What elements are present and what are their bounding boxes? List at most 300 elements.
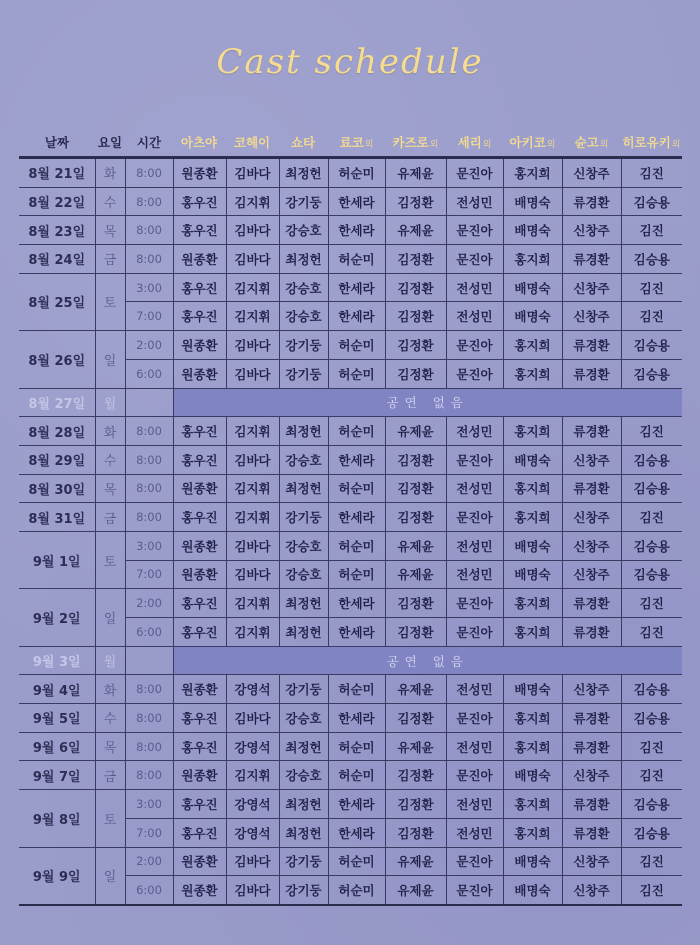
- weekday-cell: 수: [95, 187, 125, 216]
- cast-cell: 강승호: [279, 560, 328, 589]
- weekday-cell: 일: [95, 331, 125, 388]
- cast-cell: 강기둥: [279, 187, 328, 216]
- no-show-cell: 공연 없음: [173, 388, 682, 417]
- cast-cell: 홍지희: [503, 618, 562, 647]
- header-row: [19, 127, 682, 158]
- cast-cell: 김바다: [226, 445, 279, 474]
- cast-cell: 홍지희: [503, 331, 562, 360]
- cast-cell: 신창주: [562, 876, 621, 905]
- cast-cell: 신창주: [562, 531, 621, 560]
- cast-cell: 홍지희: [503, 503, 562, 532]
- date-cell: 9월 7일: [19, 761, 95, 790]
- cast-cell: 문진아: [446, 589, 503, 618]
- date-cell: 8월 21일: [19, 158, 95, 188]
- cast-cell: 한세라: [328, 273, 385, 302]
- cast-cell: 허순미: [328, 732, 385, 761]
- time-cell: 6:00: [125, 618, 173, 647]
- cast-cell: 강기둥: [279, 876, 328, 905]
- cast-cell: 문진아: [446, 158, 503, 188]
- cast-cell: 전성민: [446, 675, 503, 704]
- date-cell: 8월 26일: [19, 331, 95, 388]
- cast-cell: 신창주: [562, 675, 621, 704]
- cast-cell: 한세라: [328, 302, 385, 331]
- cast-cell: 최정헌: [279, 790, 328, 819]
- cast-cell: 김승용: [621, 474, 682, 503]
- cast-cell: 홍지희: [503, 417, 562, 446]
- time-cell: 8:00: [125, 474, 173, 503]
- cast-cell: 김진: [621, 273, 682, 302]
- table-row: [19, 187, 682, 216]
- table-row: [19, 531, 682, 560]
- weekday-cell: 수: [95, 704, 125, 733]
- weekday-cell: 화: [95, 417, 125, 446]
- cast-cell: 허순미: [328, 474, 385, 503]
- cast-cell: 최정헌: [279, 158, 328, 188]
- cast-cell: 배명숙: [503, 187, 562, 216]
- cast-cell: 원종환: [173, 847, 226, 876]
- cast-cell: 강영석: [226, 675, 279, 704]
- date-cell: 8월 22일: [19, 187, 95, 216]
- cast-cell: 원종환: [173, 531, 226, 560]
- header-role: 세리외: [446, 127, 503, 158]
- table-row: [19, 245, 682, 274]
- cast-cell: 김바다: [226, 158, 279, 188]
- weekday-cell: 목: [95, 474, 125, 503]
- cast-cell: 전성민: [446, 474, 503, 503]
- cast-cell: 허순미: [328, 876, 385, 905]
- cast-cell: 홍우진: [173, 818, 226, 847]
- cast-cell: 한세라: [328, 216, 385, 245]
- cast-cell: 최정헌: [279, 417, 328, 446]
- cast-cell: 류경환: [562, 618, 621, 647]
- table-row: [19, 388, 682, 417]
- cast-cell: 김진: [621, 761, 682, 790]
- cast-cell: 원종환: [173, 245, 226, 274]
- cast-cell: 홍지희: [503, 790, 562, 819]
- cast-cell: 신창주: [562, 302, 621, 331]
- cast-cell: 배명숙: [503, 560, 562, 589]
- header-role: 카즈로외: [385, 127, 446, 158]
- weekday-cell: 금: [95, 761, 125, 790]
- cast-cell: 홍우진: [173, 187, 226, 216]
- cast-cell: 허순미: [328, 158, 385, 188]
- cast-cell: 홍우진: [173, 503, 226, 532]
- cast-cell: 김정환: [385, 245, 446, 274]
- weekday-cell: 토: [95, 273, 125, 330]
- cast-cell: 김정환: [385, 302, 446, 331]
- time-cell: 8:00: [125, 158, 173, 188]
- cast-cell: 김정환: [385, 790, 446, 819]
- weekday-cell: 토: [95, 790, 125, 847]
- cast-cell: 김정환: [385, 359, 446, 388]
- cast-cell: 김바다: [226, 359, 279, 388]
- time-cell: 8:00: [125, 732, 173, 761]
- cast-cell: 김진: [621, 158, 682, 188]
- header-role: 히로유키외: [621, 127, 682, 158]
- table-row: [19, 158, 682, 188]
- time-cell: 2:00: [125, 589, 173, 618]
- cast-cell: 원종환: [173, 331, 226, 360]
- cast-cell: 홍우진: [173, 417, 226, 446]
- cast-cell: 유제윤: [385, 560, 446, 589]
- cast-cell: 강기둥: [279, 331, 328, 360]
- cast-cell: 김지휘: [226, 503, 279, 532]
- cast-cell: 류경환: [562, 417, 621, 446]
- cast-cell: 원종환: [173, 359, 226, 388]
- time-cell: 3:00: [125, 790, 173, 819]
- cast-cell: 허순미: [328, 245, 385, 274]
- cast-cell: 최정헌: [279, 589, 328, 618]
- cast-cell: 배명숙: [503, 216, 562, 245]
- cast-cell: 김진: [621, 847, 682, 876]
- time-cell: 8:00: [125, 503, 173, 532]
- cast-cell: 신창주: [562, 273, 621, 302]
- cast-cell: 김바다: [226, 216, 279, 245]
- date-cell: 9월 1일: [19, 531, 95, 588]
- cast-cell: 류경환: [562, 245, 621, 274]
- weekday-cell: 수: [95, 445, 125, 474]
- cast-cell: 홍우진: [173, 790, 226, 819]
- cast-cell: 문진아: [446, 704, 503, 733]
- cast-cell: 신창주: [562, 560, 621, 589]
- time-cell: 8:00: [125, 675, 173, 704]
- schedule-body: [19, 158, 682, 905]
- cast-cell: 배명숙: [503, 761, 562, 790]
- weekday-cell: 일: [95, 589, 125, 646]
- time-cell: 8:00: [125, 704, 173, 733]
- cast-cell: 홍우진: [173, 704, 226, 733]
- time-cell: 7:00: [125, 302, 173, 331]
- cast-cell: 홍우진: [173, 216, 226, 245]
- cast-cell: 강승호: [279, 302, 328, 331]
- cast-cell: 김정환: [385, 474, 446, 503]
- cast-cell: 김바다: [226, 847, 279, 876]
- cast-cell: 김정환: [385, 503, 446, 532]
- time-cell: 8:00: [125, 187, 173, 216]
- cast-cell: 김진: [621, 732, 682, 761]
- weekday-cell: 화: [95, 675, 125, 704]
- cast-cell: 김지휘: [226, 618, 279, 647]
- no-show-cell: 공연 없음: [173, 646, 682, 675]
- cast-cell: 허순미: [328, 417, 385, 446]
- time-cell: 8:00: [125, 445, 173, 474]
- table-row: [19, 761, 682, 790]
- cast-cell: 김진: [621, 618, 682, 647]
- cast-cell: 문진아: [446, 216, 503, 245]
- schedule-title: Cast schedule: [216, 42, 484, 82]
- cast-cell: 배명숙: [503, 876, 562, 905]
- cast-cell: 원종환: [173, 158, 226, 188]
- table-row: [19, 417, 682, 446]
- header-role: 슌고외: [562, 127, 621, 158]
- cast-cell: 문진아: [446, 761, 503, 790]
- cast-cell: 김진: [621, 589, 682, 618]
- cast-cell: 김정환: [385, 187, 446, 216]
- date-cell: 8월 28일: [19, 417, 95, 446]
- cast-cell: 배명숙: [503, 531, 562, 560]
- cast-cell: 김정환: [385, 618, 446, 647]
- date-cell: 8월 29일: [19, 445, 95, 474]
- cast-cell: 김승용: [621, 331, 682, 360]
- cast-cell: 김승용: [621, 359, 682, 388]
- table-row: [19, 675, 682, 704]
- cast-cell: 김승용: [621, 818, 682, 847]
- cast-cell: 김승용: [621, 445, 682, 474]
- date-cell: 9월 5일: [19, 704, 95, 733]
- cast-cell: 김정환: [385, 445, 446, 474]
- cast-cell: 류경환: [562, 589, 621, 618]
- cast-cell: 원종환: [173, 675, 226, 704]
- cast-cell: 강승호: [279, 273, 328, 302]
- cast-cell: 김진: [621, 417, 682, 446]
- cast-cell: 전성민: [446, 818, 503, 847]
- cast-cell: 최정헌: [279, 474, 328, 503]
- cast-cell: 김지휘: [226, 589, 279, 618]
- cast-cell: 한세라: [328, 818, 385, 847]
- cast-cell: 유제윤: [385, 216, 446, 245]
- cast-cell: 김승용: [621, 675, 682, 704]
- date-cell: 8월 30일: [19, 474, 95, 503]
- cast-cell: 홍지희: [503, 158, 562, 188]
- cast-cell: 문진아: [446, 245, 503, 274]
- cast-cell: 김정환: [385, 589, 446, 618]
- cast-cell: 강승호: [279, 216, 328, 245]
- cast-cell: 김바다: [226, 331, 279, 360]
- cast-cell: 류경환: [562, 704, 621, 733]
- cast-cell: 김승용: [621, 790, 682, 819]
- header-role: 코헤이: [226, 127, 279, 158]
- cast-cell: 전성민: [446, 273, 503, 302]
- cast-cell: 배명숙: [503, 847, 562, 876]
- cast-cell: 유제윤: [385, 417, 446, 446]
- cast-cell: 김지휘: [226, 761, 279, 790]
- cast-cell: 김지휘: [226, 302, 279, 331]
- cast-cell: 신창주: [562, 216, 621, 245]
- cast-cell: 신창주: [562, 761, 621, 790]
- cast-cell: 허순미: [328, 560, 385, 589]
- cast-cell: 류경환: [562, 187, 621, 216]
- cast-cell: 강영석: [226, 732, 279, 761]
- table-row: [19, 704, 682, 733]
- cast-cell: 류경환: [562, 359, 621, 388]
- weekday-cell: 일: [95, 847, 125, 905]
- time-cell: 3:00: [125, 273, 173, 302]
- cast-cell: 최정헌: [279, 245, 328, 274]
- cast-cell: 배명숙: [503, 675, 562, 704]
- date-cell: 9월 2일: [19, 589, 95, 646]
- date-cell: 9월 8일: [19, 790, 95, 847]
- cast-cell: 유제윤: [385, 158, 446, 188]
- cast-cell: 홍우진: [173, 618, 226, 647]
- cast-cell: 홍우진: [173, 273, 226, 302]
- cast-cell: 강영석: [226, 790, 279, 819]
- cast-cell: 홍지희: [503, 589, 562, 618]
- cast-cell: 전성민: [446, 790, 503, 819]
- cast-cell: 허순미: [328, 331, 385, 360]
- cast-cell: 한세라: [328, 187, 385, 216]
- cast-cell: 김지휘: [226, 187, 279, 216]
- time-cell: 2:00: [125, 331, 173, 360]
- table-row: [19, 732, 682, 761]
- time-cell: 6:00: [125, 876, 173, 905]
- cast-cell: 김진: [621, 503, 682, 532]
- cast-cell: 전성민: [446, 560, 503, 589]
- cast-cell: 유제윤: [385, 876, 446, 905]
- header-role: 쇼타: [279, 127, 328, 158]
- cast-cell: 김바다: [226, 560, 279, 589]
- cast-cell: 김바다: [226, 876, 279, 905]
- time-cell: 7:00: [125, 818, 173, 847]
- time-cell: 8:00: [125, 216, 173, 245]
- cast-cell: 신창주: [562, 503, 621, 532]
- cast-cell: 김정환: [385, 331, 446, 360]
- cast-cell: 김승용: [621, 560, 682, 589]
- cast-cell: 한세라: [328, 503, 385, 532]
- date-cell: 8월 23일: [19, 216, 95, 245]
- header-role: 아키코외: [503, 127, 562, 158]
- cast-cell: 허순미: [328, 675, 385, 704]
- date-cell: 8월 31일: [19, 503, 95, 532]
- cast-cell: 배명숙: [503, 302, 562, 331]
- cast-cell: 한세라: [328, 704, 385, 733]
- table-row: [19, 503, 682, 532]
- table-row: [19, 273, 682, 302]
- cast-cell: 김지휘: [226, 474, 279, 503]
- cast-cell: 원종환: [173, 560, 226, 589]
- cast-cell: 김진: [621, 216, 682, 245]
- header-weekday: 요일: [95, 127, 125, 158]
- cast-cell: 김승용: [621, 187, 682, 216]
- cast-cell: 강영석: [226, 818, 279, 847]
- cast-cell: 원종환: [173, 474, 226, 503]
- time-cell: [125, 388, 173, 417]
- cast-cell: 김승용: [621, 704, 682, 733]
- cast-cell: 김진: [621, 876, 682, 905]
- date-cell: 9월 6일: [19, 732, 95, 761]
- cast-cell: 홍우진: [173, 445, 226, 474]
- cast-cell: 원종환: [173, 876, 226, 905]
- weekday-cell: 월: [95, 646, 125, 675]
- time-cell: 3:00: [125, 531, 173, 560]
- cast-cell: 김정환: [385, 818, 446, 847]
- cast-cell: 유제윤: [385, 531, 446, 560]
- header-role: 료코외: [328, 127, 385, 158]
- cast-cell: 홍지희: [503, 245, 562, 274]
- cast-cell: 최정헌: [279, 732, 328, 761]
- cast-cell: 배명숙: [503, 273, 562, 302]
- cast-cell: 강승호: [279, 531, 328, 560]
- cast-cell: 최정헌: [279, 618, 328, 647]
- table-row: [19, 331, 682, 360]
- cast-cell: 허순미: [328, 761, 385, 790]
- cast-cell: 원종환: [173, 761, 226, 790]
- cast-cell: 유제윤: [385, 732, 446, 761]
- cast-cell: 전성민: [446, 187, 503, 216]
- cast-cell: 전성민: [446, 417, 503, 446]
- cast-cell: 홍지희: [503, 732, 562, 761]
- cast-cell: 홍우진: [173, 589, 226, 618]
- time-cell: 8:00: [125, 761, 173, 790]
- time-cell: 8:00: [125, 417, 173, 446]
- cast-cell: 문진아: [446, 359, 503, 388]
- cast-cell: 신창주: [562, 158, 621, 188]
- cast-cell: 강기둥: [279, 359, 328, 388]
- cast-cell: 김정환: [385, 761, 446, 790]
- cast-cell: 문진아: [446, 847, 503, 876]
- cast-cell: 강승호: [279, 761, 328, 790]
- cast-cell: 김승용: [621, 531, 682, 560]
- cast-cell: 류경환: [562, 474, 621, 503]
- cast-cell: 전성민: [446, 302, 503, 331]
- cast-cell: 김지휘: [226, 417, 279, 446]
- cast-cell: 강승호: [279, 445, 328, 474]
- date-cell: 9월 9일: [19, 847, 95, 905]
- weekday-cell: 월: [95, 388, 125, 417]
- cast-cell: 허순미: [328, 359, 385, 388]
- cast-cell: 홍지희: [503, 474, 562, 503]
- weekday-cell: 금: [95, 503, 125, 532]
- cast-cell: 한세라: [328, 790, 385, 819]
- cast-cell: 강기둥: [279, 503, 328, 532]
- date-cell: 8월 24일: [19, 245, 95, 274]
- time-cell: [125, 646, 173, 675]
- cast-cell: 김진: [621, 302, 682, 331]
- cast-cell: 김바다: [226, 245, 279, 274]
- table-row: [19, 474, 682, 503]
- date-cell: 9월 4일: [19, 675, 95, 704]
- cast-cell: 강승호: [279, 704, 328, 733]
- cast-cell: 한세라: [328, 589, 385, 618]
- time-cell: 8:00: [125, 245, 173, 274]
- cast-cell: 유제윤: [385, 675, 446, 704]
- cast-cell: 문진아: [446, 445, 503, 474]
- date-cell: 8월 27일: [19, 388, 95, 417]
- weekday-cell: 토: [95, 531, 125, 588]
- date-cell: 8월 25일: [19, 273, 95, 330]
- header-date: 날짜: [19, 127, 95, 158]
- table-row: [19, 589, 682, 618]
- weekday-cell: 금: [95, 245, 125, 274]
- cast-cell: 홍우진: [173, 732, 226, 761]
- cast-schedule-table: [19, 127, 682, 906]
- cast-cell: 문진아: [446, 618, 503, 647]
- cast-cell: 김승용: [621, 245, 682, 274]
- cast-cell: 홍우진: [173, 302, 226, 331]
- time-cell: 6:00: [125, 359, 173, 388]
- cast-cell: 강기둥: [279, 675, 328, 704]
- cast-cell: 전성민: [446, 531, 503, 560]
- cast-cell: 허순미: [328, 847, 385, 876]
- header-role: 아츠야: [173, 127, 226, 158]
- cast-cell: 한세라: [328, 445, 385, 474]
- cast-cell: 류경환: [562, 818, 621, 847]
- cast-cell: 신창주: [562, 847, 621, 876]
- cast-cell: 김지휘: [226, 273, 279, 302]
- table-row: [19, 646, 682, 675]
- cast-cell: 김바다: [226, 531, 279, 560]
- cast-cell: 김정환: [385, 704, 446, 733]
- table-row: [19, 445, 682, 474]
- cast-cell: 문진아: [446, 503, 503, 532]
- cast-cell: 김바다: [226, 704, 279, 733]
- cast-cell: 최정헌: [279, 818, 328, 847]
- cast-cell: 전성민: [446, 732, 503, 761]
- cast-cell: 류경환: [562, 331, 621, 360]
- date-cell: 9월 3일: [19, 646, 95, 675]
- cast-cell: 문진아: [446, 876, 503, 905]
- weekday-cell: 화: [95, 158, 125, 188]
- cast-cell: 류경환: [562, 790, 621, 819]
